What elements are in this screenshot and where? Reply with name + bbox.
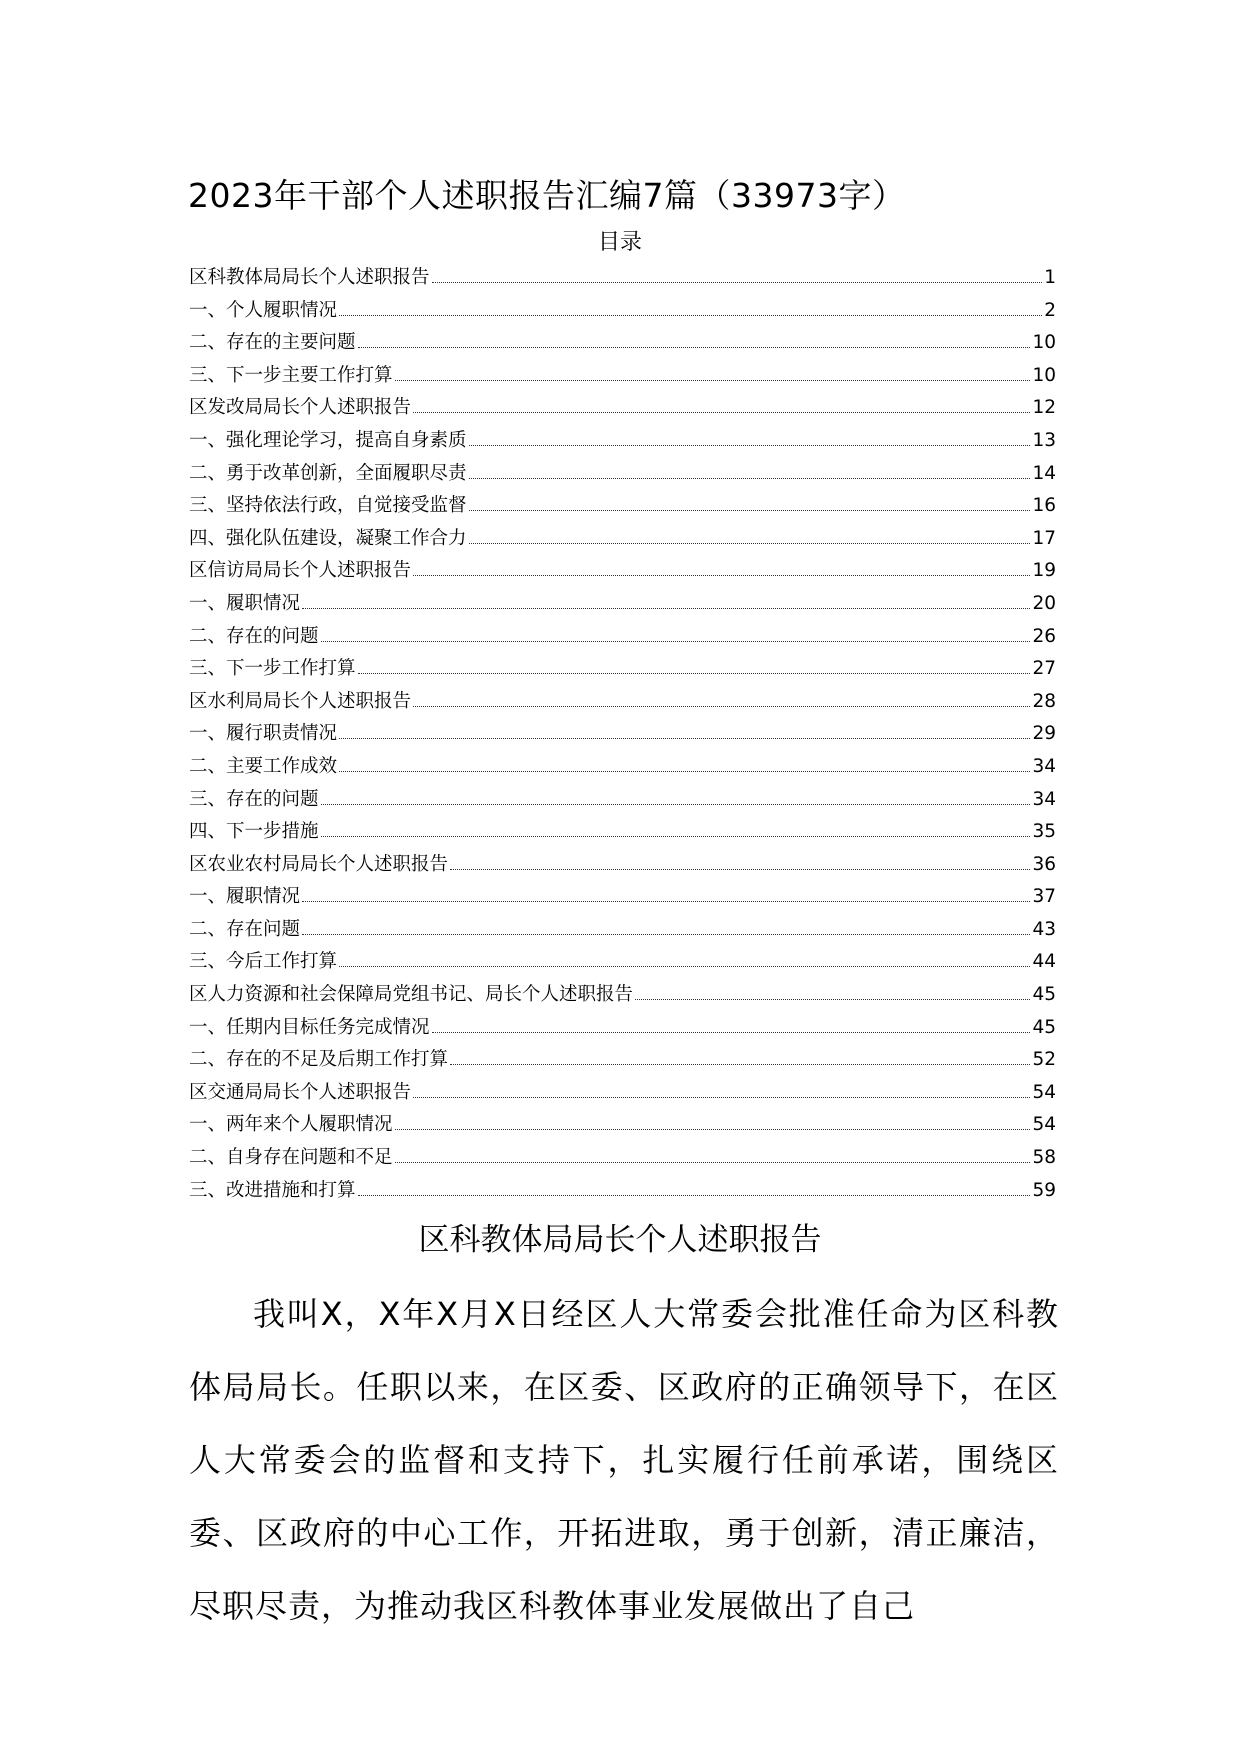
toc-dot-leader bbox=[469, 509, 1031, 511]
toc-entry[interactable] bbox=[189, 1109, 1056, 1142]
toc-entry[interactable] bbox=[189, 295, 1056, 328]
toc-dot-leader bbox=[339, 314, 1042, 316]
toc-entry[interactable] bbox=[189, 979, 1056, 1012]
toc-dot-leader bbox=[321, 640, 1031, 642]
toc-dot-leader bbox=[321, 803, 1031, 805]
toc-dot-leader bbox=[450, 1063, 1030, 1065]
toc-entry-label: 三、下一步主要工作打算 bbox=[189, 364, 393, 386]
toc-page-number: 29 bbox=[1032, 723, 1056, 745]
toc-entry[interactable] bbox=[189, 718, 1056, 751]
toc-dot-leader bbox=[469, 542, 1031, 544]
toc-page-number: 36 bbox=[1032, 853, 1056, 875]
toc-page-number: 26 bbox=[1032, 625, 1056, 647]
toc-entry-label: 区交通局局长个人述职报告 bbox=[189, 1081, 412, 1103]
toc-dot-leader bbox=[413, 705, 1030, 707]
toc-entry-label: 区科教体局局长个人述职报告 bbox=[189, 267, 430, 288]
toc-page-number: 44 bbox=[1032, 951, 1056, 973]
toc-dot-leader bbox=[339, 965, 1030, 967]
body-paragraph: 我叫X，X年X月X日经区人大常委会批准任命为区科教体局局长。任职以来，在区委、区政府的正确领导下，在区人大常委会的监督和支持下，扎实履行任前承诺，围绕区委、区政府的中心工作，开拓进取，勇于创新，清正廉洁，尽职尽责，为推动我区科教体事业发展做出了自己 bbox=[189, 1295, 1059, 1625]
table-of-contents bbox=[189, 262, 1056, 1207]
toc-dot-leader bbox=[321, 835, 1031, 837]
toc-dot-leader bbox=[469, 444, 1031, 446]
toc-page-number: 2 bbox=[1044, 299, 1056, 321]
toc-page-number: 37 bbox=[1032, 886, 1056, 908]
toc-entry-label: 二、自身存在问题和不足 bbox=[189, 1147, 393, 1169]
toc-entry[interactable] bbox=[189, 686, 1056, 719]
toc-entry-label: 二、存在的不足及后期工作打算 bbox=[189, 1049, 449, 1071]
toc-heading: 目录 bbox=[597, 230, 642, 255]
toc-entry-label: 三、下一步工作打算 bbox=[189, 658, 356, 680]
toc-entry[interactable] bbox=[189, 881, 1056, 914]
toc-dot-leader bbox=[302, 933, 1030, 935]
toc-entry-label: 三、今后工作打算 bbox=[189, 951, 338, 973]
toc-dot-leader bbox=[358, 672, 1031, 674]
toc-page-number: 19 bbox=[1032, 560, 1056, 582]
toc-page-number: 17 bbox=[1032, 527, 1056, 549]
toc-dot-leader bbox=[413, 574, 1030, 576]
toc-dot-leader bbox=[302, 900, 1030, 902]
toc-entry-label: 一、强化理论学习，提高自身素质 bbox=[189, 429, 467, 451]
toc-entry[interactable] bbox=[189, 914, 1056, 947]
toc-dot-leader bbox=[635, 998, 1030, 1000]
toc-entry-label: 区水利局局长个人述职报告 bbox=[189, 690, 412, 712]
toc-entry[interactable] bbox=[189, 392, 1056, 425]
toc-dot-leader bbox=[358, 1194, 1031, 1196]
toc-entry-label: 四、强化队伍建设，凝聚工作合力 bbox=[189, 527, 467, 549]
toc-dot-leader bbox=[395, 1161, 1031, 1163]
toc-dot-leader bbox=[302, 607, 1030, 609]
toc-entry-label: 区农业农村局局长个人述职报告 bbox=[189, 853, 449, 875]
toc-entry[interactable] bbox=[189, 1175, 1056, 1208]
toc-entry[interactable] bbox=[189, 849, 1056, 882]
toc-page-number: 43 bbox=[1032, 918, 1056, 940]
toc-entry-label: 区人力资源和社会保障局党组书记、局长个人述职报告 bbox=[189, 984, 634, 1006]
toc-entry[interactable] bbox=[189, 1142, 1056, 1175]
toc-entry-label: 二、存在问题 bbox=[189, 918, 301, 940]
toc-entry-label: 一、履行职责情况 bbox=[189, 723, 338, 745]
toc-entry[interactable] bbox=[189, 816, 1056, 849]
section-title: 区科教体局局长个人述职报告 bbox=[418, 1222, 822, 1258]
toc-dot-leader bbox=[395, 379, 1031, 381]
toc-dot-leader bbox=[450, 868, 1030, 870]
toc-dot-leader bbox=[413, 411, 1030, 413]
toc-entry-label: 二、存在的主要问题 bbox=[189, 332, 356, 354]
toc-entry[interactable] bbox=[189, 751, 1056, 784]
toc-entry[interactable] bbox=[189, 425, 1056, 458]
toc-dot-leader bbox=[432, 1031, 1031, 1033]
toc-entry-label: 区信访局局长个人述职报告 bbox=[189, 560, 412, 582]
toc-entry-label: 三、存在的问题 bbox=[189, 788, 319, 810]
toc-page-number: 34 bbox=[1032, 788, 1056, 810]
toc-page-number: 16 bbox=[1032, 495, 1056, 517]
toc-entry-label: 一、履职情况 bbox=[189, 886, 301, 908]
toc-entry[interactable] bbox=[189, 360, 1056, 393]
toc-entry-label: 四、下一步措施 bbox=[189, 821, 319, 843]
toc-entry[interactable] bbox=[189, 653, 1056, 686]
toc-dot-leader bbox=[395, 1128, 1031, 1130]
toc-entry[interactable] bbox=[189, 327, 1056, 360]
toc-dot-leader bbox=[469, 477, 1031, 479]
toc-entry-label: 一、任期内目标任务完成情况 bbox=[189, 1016, 430, 1038]
toc-page-number: 27 bbox=[1032, 658, 1056, 680]
document-title: 2023年干部个人述职报告汇编7篇（33973字） bbox=[188, 176, 906, 215]
toc-dot-leader bbox=[339, 770, 1030, 772]
toc-entry[interactable] bbox=[189, 458, 1056, 491]
toc-page-number: 35 bbox=[1032, 821, 1056, 843]
toc-page-number: 54 bbox=[1032, 1114, 1056, 1136]
toc-entry[interactable] bbox=[189, 1077, 1056, 1110]
toc-entry-label: 一、履职情况 bbox=[189, 592, 301, 614]
toc-page-number: 54 bbox=[1032, 1081, 1056, 1103]
toc-entry[interactable] bbox=[189, 555, 1056, 588]
toc-entry-label: 一、两年来个人履职情况 bbox=[189, 1114, 393, 1136]
toc-entry[interactable] bbox=[189, 262, 1056, 295]
toc-page-number: 58 bbox=[1032, 1147, 1056, 1169]
toc-dot-leader bbox=[413, 1096, 1030, 1098]
toc-entry[interactable] bbox=[189, 784, 1056, 817]
toc-entry[interactable] bbox=[189, 490, 1056, 523]
toc-page-number: 34 bbox=[1032, 755, 1056, 777]
toc-entry[interactable] bbox=[189, 523, 1056, 556]
toc-page-number: 10 bbox=[1032, 364, 1056, 386]
toc-entry-label: 一、个人履职情况 bbox=[189, 299, 338, 321]
toc-page-number: 13 bbox=[1032, 429, 1056, 451]
toc-page-number: 1 bbox=[1044, 267, 1056, 288]
toc-dot-leader bbox=[358, 346, 1031, 348]
toc-page-number: 52 bbox=[1032, 1049, 1056, 1071]
toc-entry[interactable] bbox=[189, 621, 1056, 654]
toc-entry[interactable] bbox=[189, 1044, 1056, 1077]
toc-entry-label: 三、坚持依法行政，自觉接受监督 bbox=[189, 495, 467, 517]
toc-entry[interactable] bbox=[189, 946, 1056, 979]
toc-entry[interactable] bbox=[189, 588, 1056, 621]
toc-page-number: 12 bbox=[1032, 397, 1056, 419]
toc-dot-leader bbox=[432, 281, 1043, 283]
toc-entry-label: 二、存在的问题 bbox=[189, 625, 319, 647]
toc-entry-label: 二、勇于改革创新，全面履职尽责 bbox=[189, 462, 467, 484]
toc-page-number: 28 bbox=[1032, 690, 1056, 712]
toc-entry-label: 三、改进措施和打算 bbox=[189, 1179, 356, 1201]
toc-page-number: 59 bbox=[1032, 1179, 1056, 1201]
toc-entry-label: 二、主要工作成效 bbox=[189, 755, 338, 777]
toc-dot-leader bbox=[339, 737, 1030, 739]
toc-page-number: 45 bbox=[1032, 984, 1056, 1006]
toc-page-number: 14 bbox=[1032, 462, 1056, 484]
toc-page-number: 45 bbox=[1032, 1016, 1056, 1038]
toc-page-number: 20 bbox=[1032, 592, 1056, 614]
toc-entry-label: 区发改局局长个人述职报告 bbox=[189, 397, 412, 419]
toc-page-number: 10 bbox=[1032, 332, 1056, 354]
toc-entry[interactable] bbox=[189, 1012, 1056, 1045]
